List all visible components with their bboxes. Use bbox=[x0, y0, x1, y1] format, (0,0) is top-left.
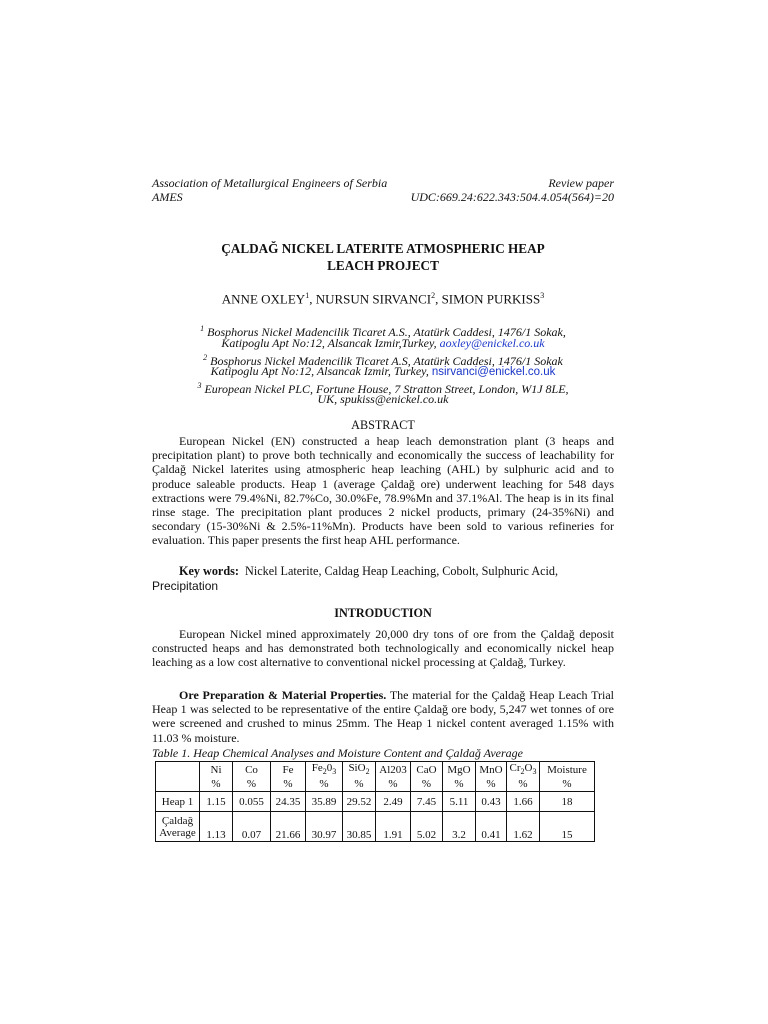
column-header bbox=[507, 762, 540, 778]
chemical-analysis-table bbox=[155, 761, 595, 842]
table-cell: 5.02 bbox=[411, 812, 443, 842]
table-header-row bbox=[156, 762, 595, 778]
subscript: 3 bbox=[532, 767, 537, 777]
table-cell: 24.35 bbox=[271, 792, 306, 812]
column-name: Fe bbox=[282, 763, 294, 776]
column-header bbox=[540, 762, 595, 778]
paper-title-line-2: LEACH PROJECT bbox=[327, 258, 439, 273]
table-cell: 1.15 bbox=[200, 792, 233, 812]
subsection-heading: Ore Preparation & Material Properties. bbox=[179, 688, 387, 702]
column-name: Al203 bbox=[379, 763, 407, 776]
journal-abbrev: AMES bbox=[152, 190, 183, 204]
table-cell: 21.66 bbox=[271, 812, 306, 842]
table-cell: 30.97 bbox=[306, 812, 343, 842]
keywords-text-2: Precipitation bbox=[152, 578, 219, 593]
authors-line: ANNE OXLEY$^1$, NURSUN SIRVANCI$^2$, SIMON PURKISS$^3$ bbox=[221, 291, 545, 307]
table-cell: 35.89 bbox=[306, 792, 343, 812]
affiliation-1-line-2 bbox=[152, 336, 614, 351]
unit-cell: % bbox=[443, 777, 476, 792]
table-cell: 2.49 bbox=[376, 792, 411, 812]
subscript: 2 bbox=[322, 767, 327, 777]
column-header bbox=[343, 762, 376, 778]
column-name: Fe bbox=[311, 762, 323, 775]
column-name: Moisture bbox=[547, 763, 587, 776]
author-name: SIMON PURKISS bbox=[441, 291, 541, 307]
keywords-text: Nickel Laterite, Caldag Heap Leaching, Cobolt, Sulphuric Acid, bbox=[245, 564, 559, 578]
column-header bbox=[200, 762, 233, 778]
column-header bbox=[376, 762, 411, 778]
table-cell: 30.85 bbox=[343, 812, 376, 842]
column-name: SiO bbox=[348, 762, 366, 775]
table-row bbox=[156, 812, 595, 842]
author-sup: 3 bbox=[540, 291, 545, 300]
author-sup: 2 bbox=[431, 291, 436, 300]
column-header bbox=[411, 762, 443, 778]
keywords-label: Key words: bbox=[179, 564, 239, 578]
table-cell: 1.13 bbox=[200, 812, 233, 842]
paper-title-line-1: ÇALDAĞ NICKEL LATERITE ATMOSPHERIC HEAP bbox=[221, 241, 545, 256]
table-caption: Table 1. Heap Chemical Analyses and Moisture Content and Çaldağ Average bbox=[152, 746, 523, 760]
column-header bbox=[306, 762, 343, 778]
keywords bbox=[152, 564, 614, 593]
row-label-line: Çaldağ bbox=[161, 814, 194, 827]
abstract-text: European Nickel (EN) constructed a heap leach demonstration plant (3 heaps and precipitation plant) to prove both technically and economically the success of leachability for Çaldağ Nickel laterites using atmospheric heap leaching (AHL) by sulphuric acid and to produce saleable products. Heap 1 (average Çaldağ ore) underwent leaching for 548 days extractions were 79.4%Ni, 82.7%Co, 30.0%Fe, 78.9%Mn and 37.1%Al. The heap is in its final rinse stage. The precipitation plant produces 2 nickel products, primary (24-35%Ni) and secondary (15-30%Ni & 2.5%-11%Mn). Products have been sold to various refineries for evaluation. This paper presents the first heap AHL performance. bbox=[152, 434, 614, 548]
table-cell: 18 bbox=[540, 792, 595, 812]
table-cell: 1.91 bbox=[376, 812, 411, 842]
unit-cell: % bbox=[306, 777, 343, 792]
column-header bbox=[476, 762, 507, 778]
unit-cell: % bbox=[200, 777, 233, 792]
row-label: Heap 1 bbox=[156, 792, 200, 812]
table-cell: 0.41 bbox=[476, 812, 507, 842]
column-name: MgO bbox=[447, 763, 471, 776]
row-label bbox=[156, 812, 200, 842]
affiliation-text: Katipoglu Apt No:12, Alsancak Izmir, Turkey, bbox=[210, 364, 429, 378]
column-name: Cr bbox=[509, 762, 521, 775]
table-row bbox=[156, 792, 595, 812]
introduction-paragraph-2 bbox=[152, 688, 614, 745]
table-unit-row bbox=[156, 777, 595, 792]
affiliation-text: European Nickel PLC, Fortune House, 7 Stratton Street, London, W1J 8LE, bbox=[204, 382, 569, 396]
table-corner-cell bbox=[156, 762, 200, 778]
table-cell: 0.055 bbox=[233, 792, 271, 812]
column-header bbox=[271, 762, 306, 778]
table-cell: 5.11 bbox=[443, 792, 476, 812]
table-cell: 7.45 bbox=[411, 792, 443, 812]
column-name: 0 bbox=[326, 762, 333, 775]
unit-cell: % bbox=[343, 777, 376, 792]
unit-cell: % bbox=[411, 777, 443, 792]
unit-cell: % bbox=[376, 777, 411, 792]
column-name: O bbox=[524, 762, 533, 775]
column-header bbox=[443, 762, 476, 778]
affiliation-sup: 3 bbox=[197, 381, 202, 390]
column-name: Ni bbox=[210, 763, 222, 776]
column-header bbox=[233, 762, 271, 778]
author-name: NURSUN SIRVANCI bbox=[315, 291, 432, 307]
unit-cell: % bbox=[271, 777, 306, 792]
table-cell: 0.43 bbox=[476, 792, 507, 812]
header-row-1 bbox=[152, 176, 614, 191]
table-cell: 29.52 bbox=[343, 792, 376, 812]
column-name: MnO bbox=[479, 763, 503, 776]
journal-name: Association of Metallurgical Engineers of Serbia bbox=[152, 176, 388, 190]
introduction-paragraph-1: European Nickel mined approximately 20,000 dry tons of ore from the Çaldağ deposit constructed heaps and has demonstrated both technologically and economically nickel heap leaching as a low cost alternative to conventional nickel processing at Çaldağ, Turkey. bbox=[152, 627, 614, 670]
email-link-sirvanci[interactable]: nsirvanci@enickel.co.uk bbox=[431, 366, 556, 378]
unit-cell: % bbox=[476, 777, 507, 792]
table-cell: 15 bbox=[540, 812, 595, 842]
affiliation-text: Bosphorus Nickel Madencilik Ticaret A.S, Atatürk Caddesi, 1476/1 Sokak bbox=[210, 354, 563, 368]
header-row-2 bbox=[152, 190, 614, 205]
author-name: ANNE OXLEY bbox=[221, 291, 306, 307]
subscript: 3 bbox=[332, 767, 337, 777]
subscript: 2 bbox=[520, 767, 525, 777]
table-cell: 1.66 bbox=[507, 792, 540, 812]
affiliation-sup: 1 bbox=[200, 324, 205, 333]
unit-cell: % bbox=[540, 777, 595, 792]
email-link-oxley[interactable]: aoxley@enickel.co.uk bbox=[439, 336, 545, 350]
affiliation-3-line-2: UK, spukiss@enickel.co.uk bbox=[317, 392, 449, 406]
affiliation-text: Katipoglu Apt No:12, Alsancak Izmir,Turkey, bbox=[221, 336, 437, 350]
column-name: CaO bbox=[416, 763, 437, 776]
paragraph-text: The material for the Çaldağ Heap Leach Trial Heap 1 was selected to be representative of the entire Çaldağ ore body, 5,247 wet tonnes of ore were screened and crushed to minus 25mm. The Heap 1 nickel content averaged 1.15% with 11.03 % moisture. bbox=[152, 688, 614, 745]
author-sup: 1 bbox=[305, 291, 310, 300]
unit-cell: % bbox=[233, 777, 271, 792]
column-name: Co bbox=[245, 763, 258, 776]
unit-cell: % bbox=[507, 777, 540, 792]
introduction-heading: INTRODUCTION bbox=[334, 606, 432, 620]
affiliation-sup: 2 bbox=[203, 353, 208, 362]
row-label-line: Average bbox=[159, 826, 196, 839]
table-cell: 1.62 bbox=[507, 812, 540, 842]
subscript: 2 bbox=[365, 767, 370, 777]
paper-type: Review paper bbox=[548, 176, 614, 190]
table-corner-cell bbox=[156, 777, 200, 792]
table-cell: 3.2 bbox=[443, 812, 476, 842]
udc-code: UDC:669.24:622.343:504.4.054(564)=20 bbox=[410, 190, 614, 204]
table-cell: 0.07 bbox=[233, 812, 271, 842]
affiliation-text: Bosphorus Nickel Madencilik Ticaret A.S., Atatürk Caddesi, 1476/1 Sokak, bbox=[207, 325, 566, 339]
abstract-heading: ABSTRACT bbox=[351, 418, 415, 432]
